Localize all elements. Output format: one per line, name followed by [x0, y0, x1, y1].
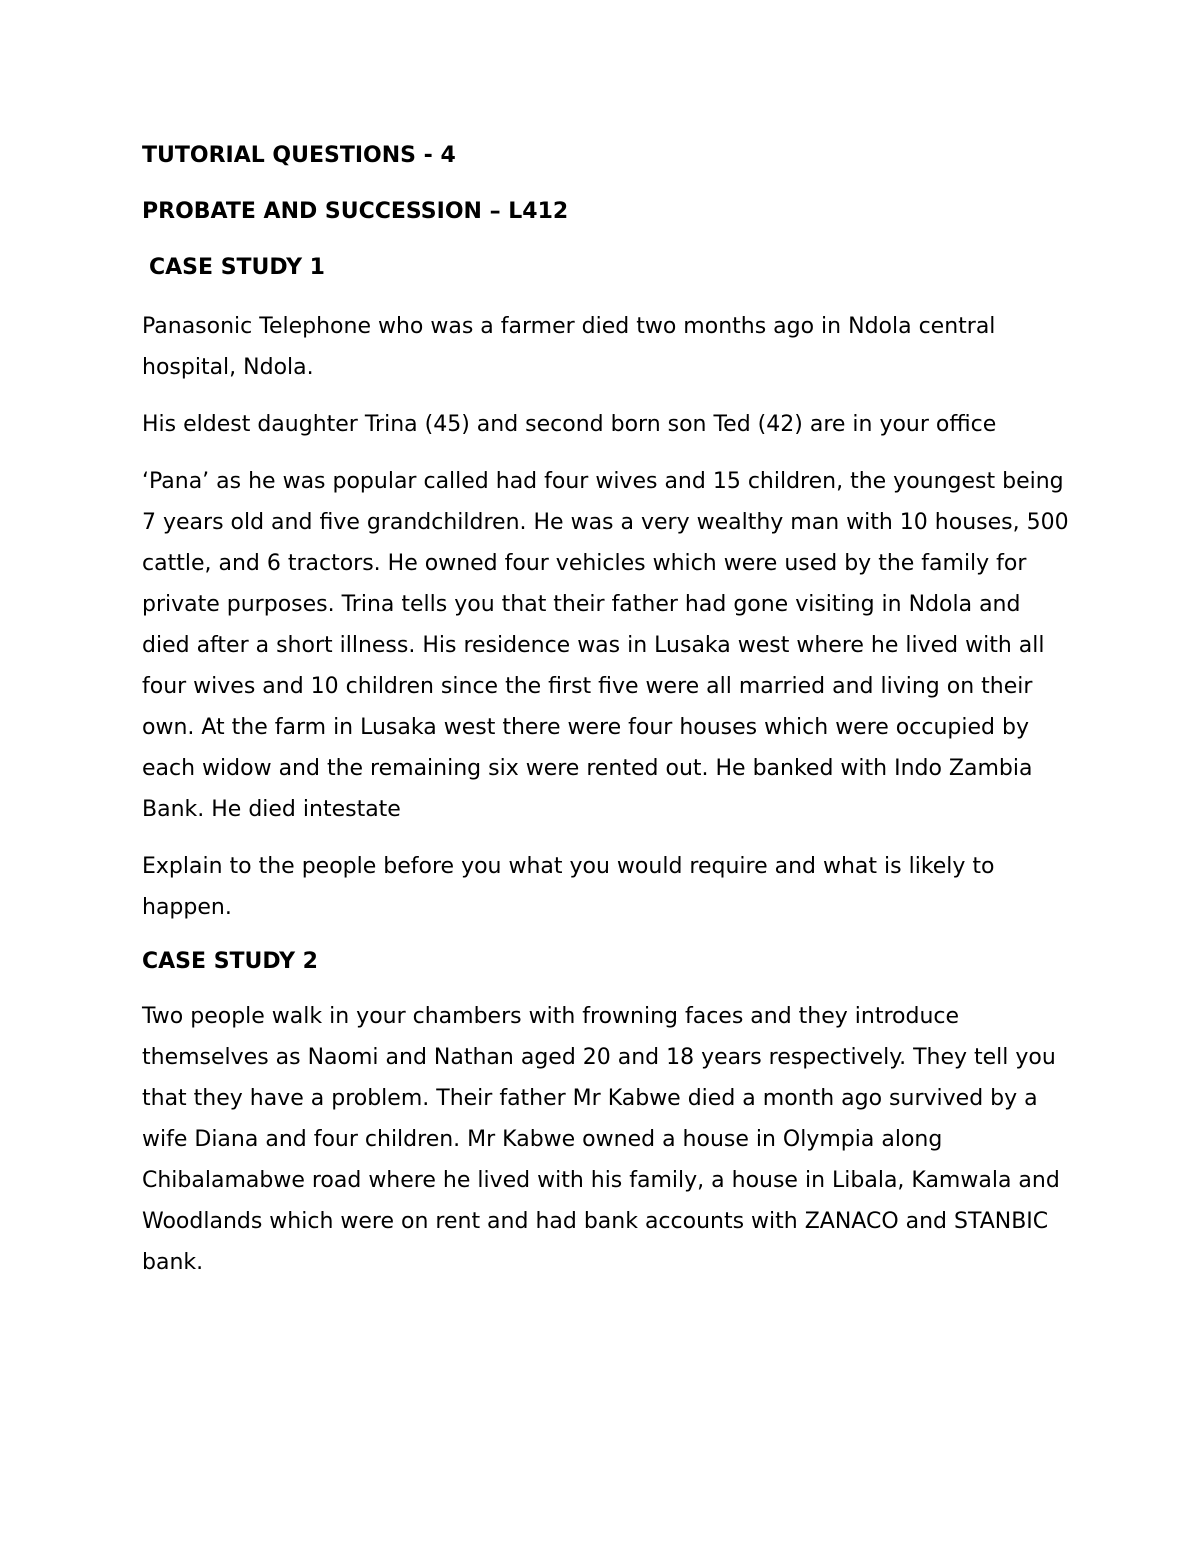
course-title: PROBATE AND SUCCESSION – L412 [142, 199, 569, 224]
case-1-paragraph-2: His eldest daughter Trina (45) and second born son Ted (42) are in your office [142, 412, 997, 437]
tutorial-title: TUTORIAL QUESTIONS - 4 [142, 143, 456, 168]
case-2-paragraph-1: Two people walk in your chambers with frowning faces and they introduce themselves as Naomi and Nathan aged 20 and 18 years respectively. They tell you that they have a problem. Their father Mr Kabwe died a month ago survived by a wife Diana and four children. Mr Kabwe owned a house in Olympia along Chibalamabwe road where he lived with his family, a house in Libala, Kamwala and Woodlands which were on rent and had bank accounts with ZANACO and STANBIC bank. [142, 1004, 1060, 1275]
document-page [142, 138, 1072, 1299]
case-study-2-heading: CASE STUDY 2 [142, 949, 318, 974]
case-1-paragraph-1: Panasonic Telephone who was a farmer died two months ago in Ndola central hospital, Ndola. [142, 314, 996, 380]
case-study-1-heading: CASE STUDY 1 [149, 255, 325, 280]
case-1-paragraph-4: Explain to the people before you what you would require and what is likely to happen. [142, 854, 995, 920]
case-1-paragraph-3: ‘Pana’ as he was popular called had four wives and 15 children, the youngest being 7 years old and five grandchildren. He was a very wealthy man with 10 houses, 500 cattle, and 6 tractors. He owned four vehicles which were used by the family for private purposes. Trina tells you that their father had gone visiting in Ndola and died after a short illness. His residence was in Lusaka west where he lived with all four wives and 10 children since the first five were all married and living on their own. At the farm in Lusaka west there were four houses which were occupied by each widow and the remaining six were rented out. He banked with Indo Zambia Bank. He died intestate [142, 469, 1069, 822]
